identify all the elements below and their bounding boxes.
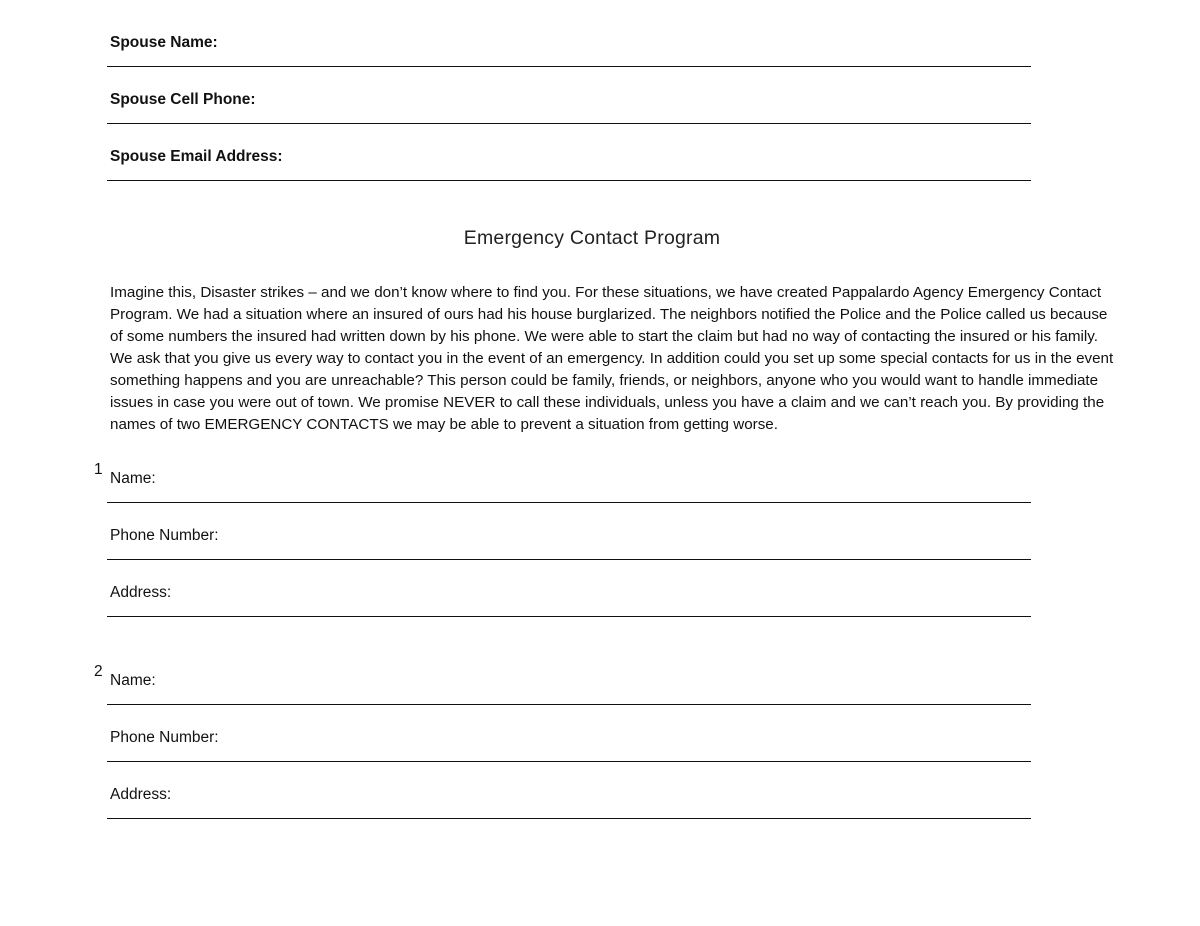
contact-2-name-label: Name: [110, 672, 156, 689]
spouse-name-label: Spouse Name: [110, 34, 218, 51]
contact-1-phone-label: Phone Number: [110, 527, 219, 544]
spouse-email-input[interactable] [347, 146, 1021, 172]
program-title: Emergency Contact Program [463, 227, 721, 249]
contact-2-address-label: Address: [110, 786, 172, 803]
contact-1-phone-input[interactable] [347, 525, 1021, 551]
contact-1-address-input[interactable] [347, 582, 1021, 608]
spouse-name-input[interactable] [347, 32, 1021, 58]
contact-2-address-field [107, 762, 1031, 819]
contact-1-name-input[interactable] [347, 468, 1021, 494]
contact-2-phone-label: Phone Number: [110, 729, 219, 746]
contact-1-name-field [107, 446, 1031, 503]
contact-2-address-input[interactable] [347, 784, 1021, 810]
spouse-name-field [107, 10, 1031, 67]
contact-1-address-field [107, 560, 1031, 617]
contact-2-phone-input[interactable] [347, 727, 1021, 753]
spouse-cell-label: Spouse Cell Phone: [110, 91, 256, 108]
spouse-cell-input[interactable] [347, 89, 1021, 115]
spouse-email-field [107, 124, 1031, 181]
contact-1-name-label: Name: [110, 470, 156, 487]
spouse-email-label: Spouse Email Address: [110, 148, 283, 165]
contact-1-address-label: Address: [110, 584, 172, 601]
spouse-cell-field [107, 67, 1031, 124]
contact-1-number: 1 [94, 461, 103, 478]
contact-2-name-field [107, 648, 1031, 705]
contact-2-name-input[interactable] [347, 670, 1021, 696]
contact-2-number: 2 [94, 663, 103, 680]
contact-2-phone-field [107, 705, 1031, 762]
program-paragraph: Imagine this, Disaster strikes – and we don’t know where to find you. For these situations, we have created Pappalardo Agency Emergency Contact Program. We had a situation where an insured of ours had his house burglarized. The neighbors notified the Police and the Police called us because of some numbers the insured had written down by his phone. We were able to start the claim but had no way of contacting the insured or his family. We ask that you give us every way to contact you in the event of an emergency. In addition could you set up some special contacts for us in the event something happens and you are unreachable? This person could be family, friends, or neighbors, anyone who you would want to handle immediate issues in case you were out of town. We promise NEVER to call these individuals, unless you have a claim and we can’t reach you. By providing the names of two EMERGENCY CONTACTS we may be able to prevent a situation from getting worse. [110, 284, 1114, 433]
contact-1-phone-field [107, 503, 1031, 560]
